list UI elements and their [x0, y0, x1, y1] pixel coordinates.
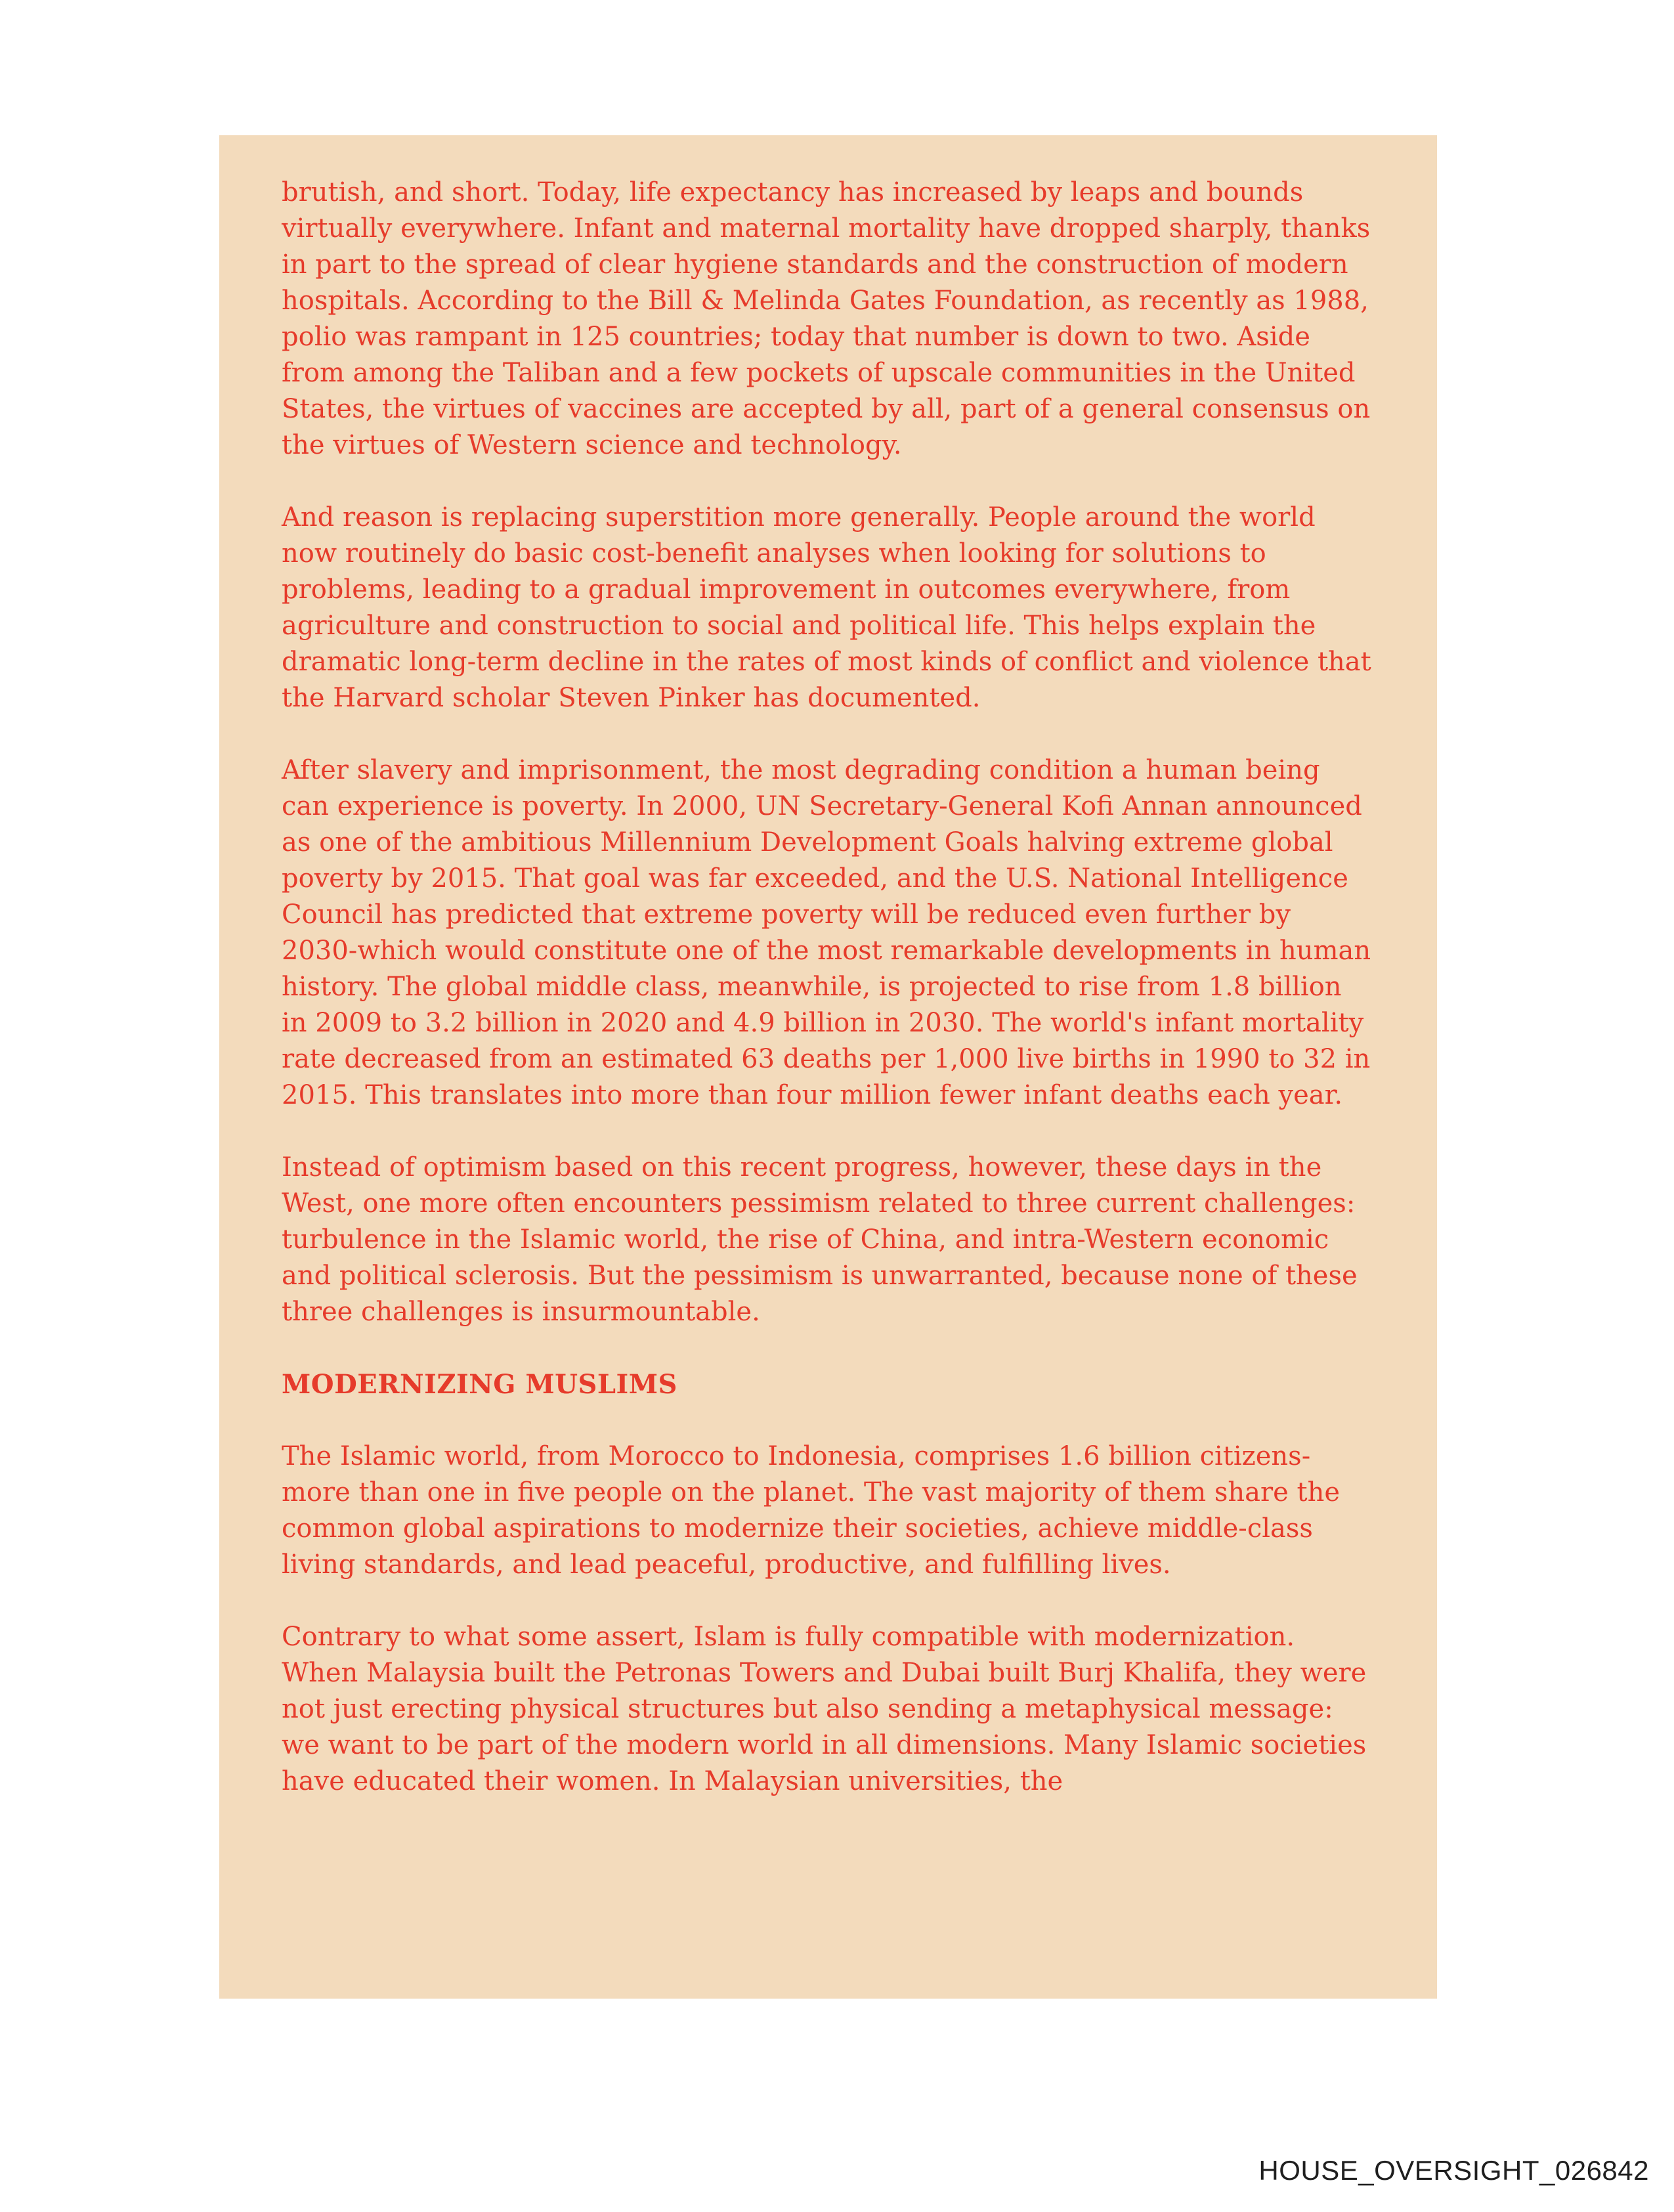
paragraph: The Islamic world, from Morocco to Indonesia, comprises 1.6 billion citizens-more than one in five people on the planet. The vast majority of them share the common global aspirations to modernize their societies, achieve middle-class living standards, and lead peaceful, productive, and fulfilling lives.: [282, 1441, 1341, 1580]
section-heading: MODERNIZING MUSLIMS: [282, 1369, 677, 1400]
bates-number: HOUSE_OVERSIGHT_026842: [1258, 2155, 1649, 2186]
paragraph: Instead of optimism based on this recent progress, however, these days in the West, one more often encounters pessimism related to three current challenges: turbulence in the Islamic world, the rise of China, and intra-Western economic and political sclerosis. But the pessimism is unwarranted, because none of these three challenges is insurmountable.: [282, 1152, 1358, 1327]
paragraph: And reason is replacing superstition more generally. People around the world now routinely do basic cost-benefit analyses when looking for solutions to problems, leading to a gradual improvement in outcomes everywhere, from agriculture and construction to social and political life. This helps explain the dramatic long-term decline in the rates of most kinds of conflict and violence that the Harvard scholar Steven Pinker has documented.: [282, 502, 1371, 713]
document-page: [219, 135, 1437, 1999]
paragraph: Contrary to what some assert, Islam is fully compatible with modernization. When Malaysia built the Petronas Towers and Dubai built Burj Khalifa, they were not just erecting physical structures but also sending a metaphysical message: we want to be part of the modern world in all dimensions. Many Islamic societies have educated their women. In Malaysian universities, the: [282, 1622, 1367, 1796]
paragraph: brutish, and short. Today, life expectancy has increased by leaps and bounds virtually everywhere. Infant and maternal mortality have dropped sharply, thanks in part to the spread of clear hygiene standards and the construction of modern hospitals. According to the Bill & Melinda Gates Foundation, as recently as 1988, polio was rampant in 125 countries; today that number is down to two. Aside from among the Taliban and a few pockets of upscale communities in the United States, the virtues of vaccines are accepted by all, part of a general consensus on the virtues of Western science and technology.: [282, 177, 1371, 460]
document-content: [282, 175, 1373, 1800]
paragraph: After slavery and imprisonment, the most degrading condition a human being can experience is poverty. In 2000, UN Secretary-General Kofi Annan announced as one of the ambitious Millennium Development Goals halving extreme global poverty by 2015. That goal was far exceeded, and the U.S. National Intelligence Council has predicted that extreme poverty will be reduced even further by 2030-which would constitute one of the most remarkable developments in human history. The global middle class, meanwhile, is projected to rise from 1.8 billion in 2009 to 3.2 billion in 2020 and 4.9 billion in 2030. The world's infant mortality rate decreased from an estimated 63 deaths per 1,000 live births in 1990 to 32 in 2015. This translates into more than four million fewer infant deaths each year.: [282, 755, 1371, 1110]
